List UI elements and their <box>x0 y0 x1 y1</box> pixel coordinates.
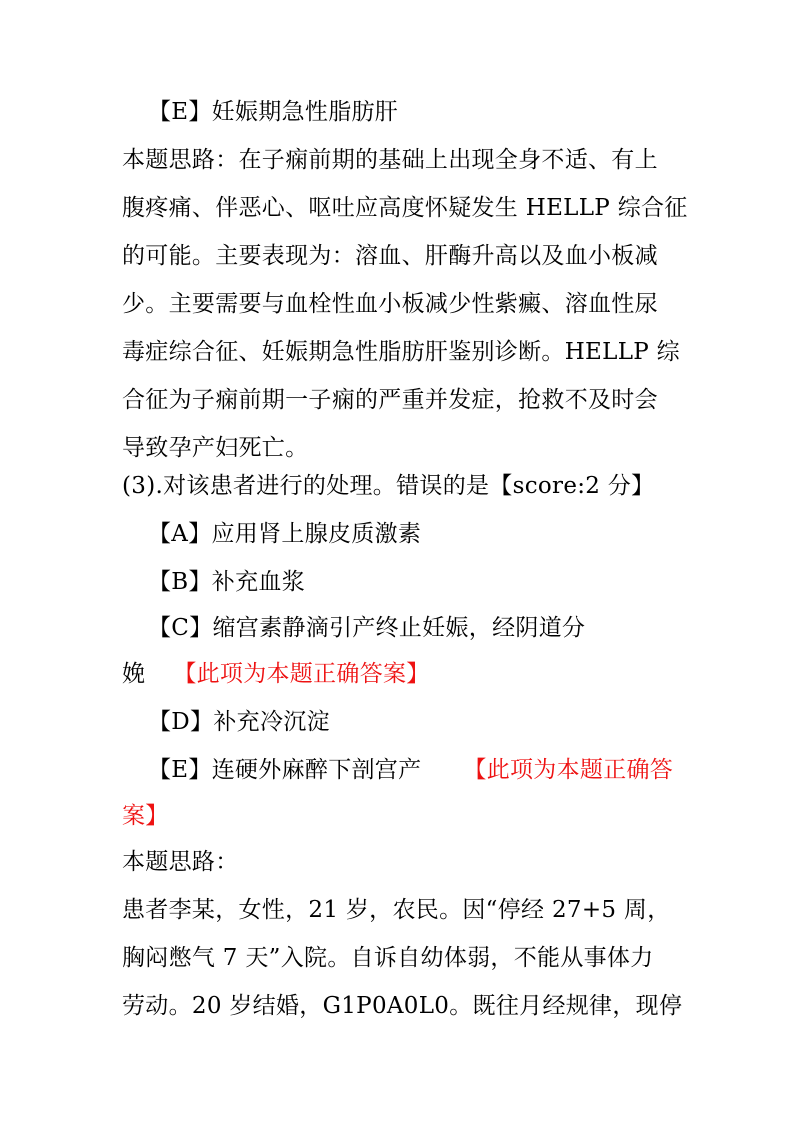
q2-explanation-line: 腹疼痛、伴恶心、呕吐应高度怀疑发生 HELLP 综合征 <box>122 195 688 221</box>
case-text-line: 患者李某，女性，21 岁，农民。因“停经 27+5 周， <box>122 897 671 923</box>
q2-explanation-line: 的可能。主要表现为：溶血、肝酶升高以及血小板减 <box>122 243 658 269</box>
q3-option-d: 【D】补充冷沉淀 <box>148 709 330 735</box>
q2-explanation-line: 少。主要需要与血栓性血小板减少性紫癜、溶血性尿 <box>122 291 658 317</box>
q2-option-e: 【E】妊娠期急性脂肪肝 <box>148 99 399 125</box>
case-text-line: 胸闷憋气 7 天”入院。自诉自幼体弱，不能从事体力 <box>122 945 654 971</box>
q2-explanation-line: 本题思路：在子痫前期的基础上出现全身不适、有上 <box>122 147 658 173</box>
q3-option-b: 【B】补充血浆 <box>148 569 306 595</box>
q3-option-a: 【A】应用肾上腺皮质激素 <box>148 521 422 547</box>
q3-option-c-tail: 娩 <box>122 661 146 687</box>
q3-stem: (3).对该患者进行的处理。错误的是【score:2 分】 <box>122 473 655 499</box>
correct-answer-marker: 【此项为本题正确答 <box>463 757 674 783</box>
q3-explanation-label: 本题思路： <box>122 849 239 875</box>
correct-answer-marker: 【此项为本题正确答案】 <box>173 661 430 687</box>
q3-option-c-continuation <box>122 650 682 698</box>
q3-option-c: 【C】缩宫素静滴引产终止妊娠，经阴道分 <box>148 615 586 641</box>
case-text-line: 劳动。20 岁结婚，G1P0A0L0。既往月经规律，现停 <box>122 993 683 1019</box>
q3-option-e <box>148 746 708 794</box>
q3-option-e-text: 【E】连硬外麻醉下剖宫产 <box>148 757 422 783</box>
q2-explanation-line: 合征为子痫前期一子痫的严重并发症，抢救不及时会 <box>122 387 658 413</box>
correct-answer-marker-continuation: 案】 <box>122 803 169 829</box>
q2-explanation-line: 导致孕产妇死亡。 <box>122 435 309 461</box>
q2-explanation-line: 毒症综合征、妊娠期急性脂肪肝鉴别诊断。HELLP 综 <box>122 339 680 365</box>
